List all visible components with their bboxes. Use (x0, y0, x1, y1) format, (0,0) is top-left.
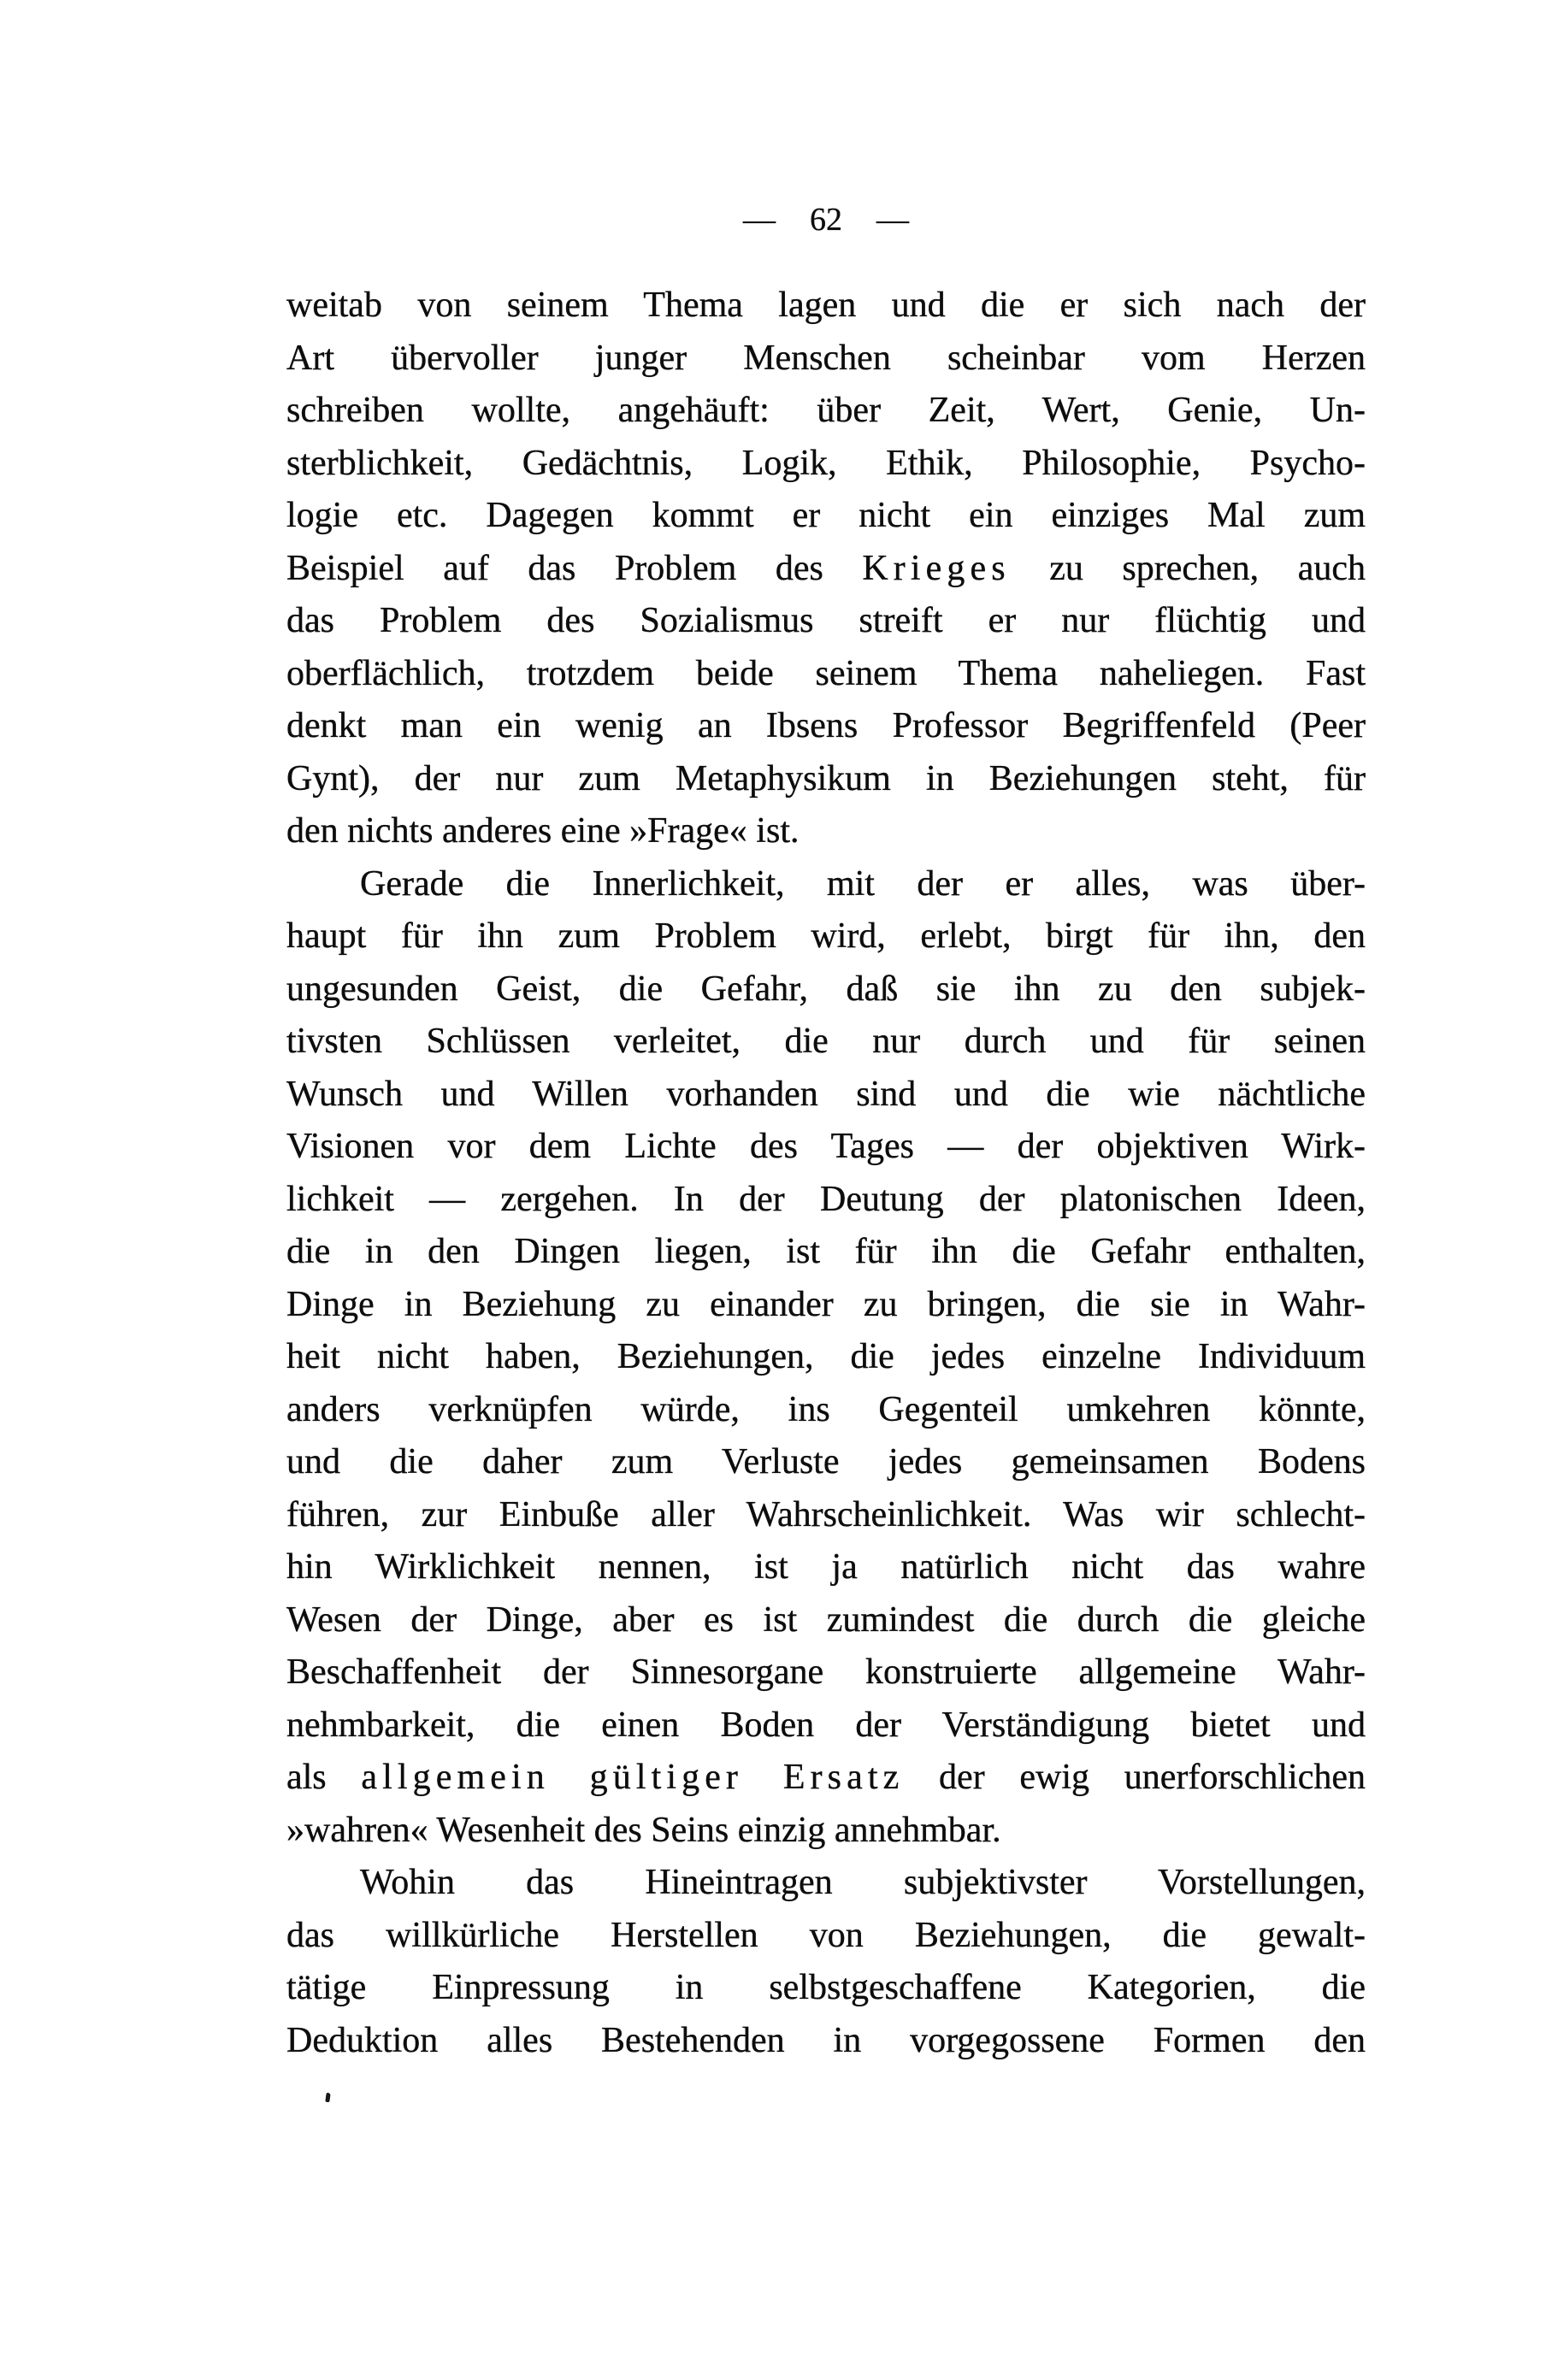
text-segment: Gerade die Innerlichkeit, mit der er alles, was über- (360, 863, 1366, 904)
text-line (286, 385, 1366, 438)
text-line (286, 910, 1366, 963)
text-segment: als (286, 1758, 362, 1797)
text-line (286, 1805, 1366, 1858)
header-dash-left: — (743, 202, 776, 238)
text-line (286, 753, 1366, 806)
text-line (286, 1226, 1366, 1279)
page-number: 62 (810, 202, 842, 238)
text-line (286, 1647, 1366, 1700)
text-segment: und die daher zum Verluste jedes gemeinsamen Bodens (286, 1442, 1366, 1482)
text-line (286, 1279, 1366, 1332)
text-line (286, 1069, 1366, 1122)
text-line (286, 1752, 1366, 1805)
page-header (286, 202, 1366, 238)
text-line (286, 1910, 1366, 1963)
text-segment: führen, zur Einbuße aller Wahrscheinlichkeit. Was wir schlecht- (286, 1494, 1366, 1535)
letterspaced-text: allgemein gültiger Ersatz (361, 1758, 905, 1797)
text-segment: Deduktion alles Bestehenden in vorgegossene Formen den (286, 2020, 1366, 2060)
text-line (286, 490, 1366, 543)
text-line (286, 333, 1366, 386)
text-segment: schreiben wollte, angehäuft: über Zeit, Wert, Genie, Un- (286, 391, 1366, 430)
text-segment: der ewig unerforschlichen (904, 1758, 1366, 1797)
text-segment: Beschaffenheit der Sinnesorgane konstruierte allgemeine Wahr- (286, 1652, 1366, 1692)
text-line (286, 1700, 1366, 1753)
header-dash-right: — (876, 202, 909, 238)
text-line (286, 700, 1366, 753)
text-segment: lichkeit — zergehen. In der Deutung der platonischen Ideen, (286, 1179, 1366, 1219)
text-segment: logie etc. Dagegen kommt er nicht ein einziges Mal zum (286, 496, 1366, 535)
text-line (286, 1174, 1366, 1227)
text-line (286, 805, 1366, 858)
text-segment: den nichts anderes eine »Frage« ist. (286, 811, 800, 851)
text-segment: Wohin das Hineintragen subjektivster Vorstellungen, (360, 1863, 1366, 1902)
text-segment: tätige Einpressung in selbstgeschaffene Kategorien, die (286, 1968, 1366, 2007)
text-line (286, 543, 1366, 596)
text-segment: zu sprechen, auch (1010, 548, 1366, 588)
text-block (286, 280, 1366, 2067)
text-segment: Gynt), der nur zum Metaphysikum in Beziehungen steht, für (286, 758, 1366, 798)
text-segment: das willkürliche Herstellen von Beziehungen, die gewalt- (286, 1915, 1366, 1955)
text-line (286, 1121, 1366, 1174)
text-line (286, 1331, 1366, 1384)
text-segment: ungesunden Geist, die Gefahr, daß sie ihn zu den subjek- (286, 969, 1366, 1009)
text-segment: anders verknüpfen würde, ins Gegenteil umkehren könnte, (286, 1389, 1366, 1429)
text-line (286, 648, 1366, 701)
text-segment: die in den Dingen liegen, ist für ihn die Gefahr enthalten, (286, 1232, 1366, 1271)
text-segment: haupt für ihn zum Problem wird, erlebt, birgt für ihn, den (286, 916, 1366, 956)
text-line (286, 1489, 1366, 1542)
text-line (286, 1594, 1366, 1647)
text-segment: Wunsch und Willen vorhanden sind und die wie nächtliche (286, 1074, 1366, 1114)
text-segment: hin Wirklichkeit nennen, ist ja natürlich nicht das wahre (286, 1547, 1366, 1587)
text-line (286, 1436, 1366, 1489)
text-line (286, 1384, 1366, 1437)
text-segment: denkt man ein wenig an Ibsens Professor Begriffenfeld (Peer (286, 706, 1366, 745)
text-segment: Art übervoller junger Menschen scheinbar vom Herzen (286, 338, 1366, 378)
text-segment: weitab von seinem Thema lagen und die er sich nach der (286, 286, 1366, 325)
text-line (286, 1857, 1366, 1910)
text-line (286, 858, 1366, 911)
text-segment: tivsten Schlüssen verleitet, die nur durch und für seinen (286, 1022, 1366, 1061)
text-segment: heit nicht haben, Beziehungen, die jedes einzelne Individuum (286, 1337, 1366, 1376)
letterspaced-text: Krieges (862, 548, 1011, 588)
text-segment: »wahren« Wesenheit des Seins einzig annehmbar. (286, 1810, 1001, 1850)
text-line (286, 1541, 1366, 1594)
text-segment: oberflächlich, trotzdem beide seinem Thema naheliegen. Fast (286, 653, 1366, 693)
text-line (286, 438, 1366, 491)
text-line (286, 280, 1366, 333)
text-segment: Dinge in Beziehung zu einander zu bringen, die sie in Wahr- (286, 1284, 1366, 1324)
text-segment: Wesen der Dinge, aber es ist zumindest die durch die gleiche (286, 1599, 1366, 1640)
text-line (286, 1962, 1366, 2015)
text-segment: das Problem des Sozialismus streift er nur flüchtig und (286, 601, 1366, 640)
text-segment: nehmbarkeit, die einen Boden der Verständigung bietet und (286, 1705, 1366, 1745)
text-line (286, 2015, 1366, 2068)
text-line (286, 595, 1366, 648)
text-segment: Visionen vor dem Lichte des Tages — der objektiven Wirk- (286, 1127, 1366, 1166)
ink-speck (325, 2093, 330, 2103)
text-line (286, 1016, 1366, 1069)
text-line (286, 963, 1366, 1016)
text-segment: sterblichkeit, Gedächtnis, Logik, Ethik, Philosophie, Psycho- (286, 443, 1366, 483)
text-segment: Beispiel auf das Problem des (286, 548, 863, 588)
